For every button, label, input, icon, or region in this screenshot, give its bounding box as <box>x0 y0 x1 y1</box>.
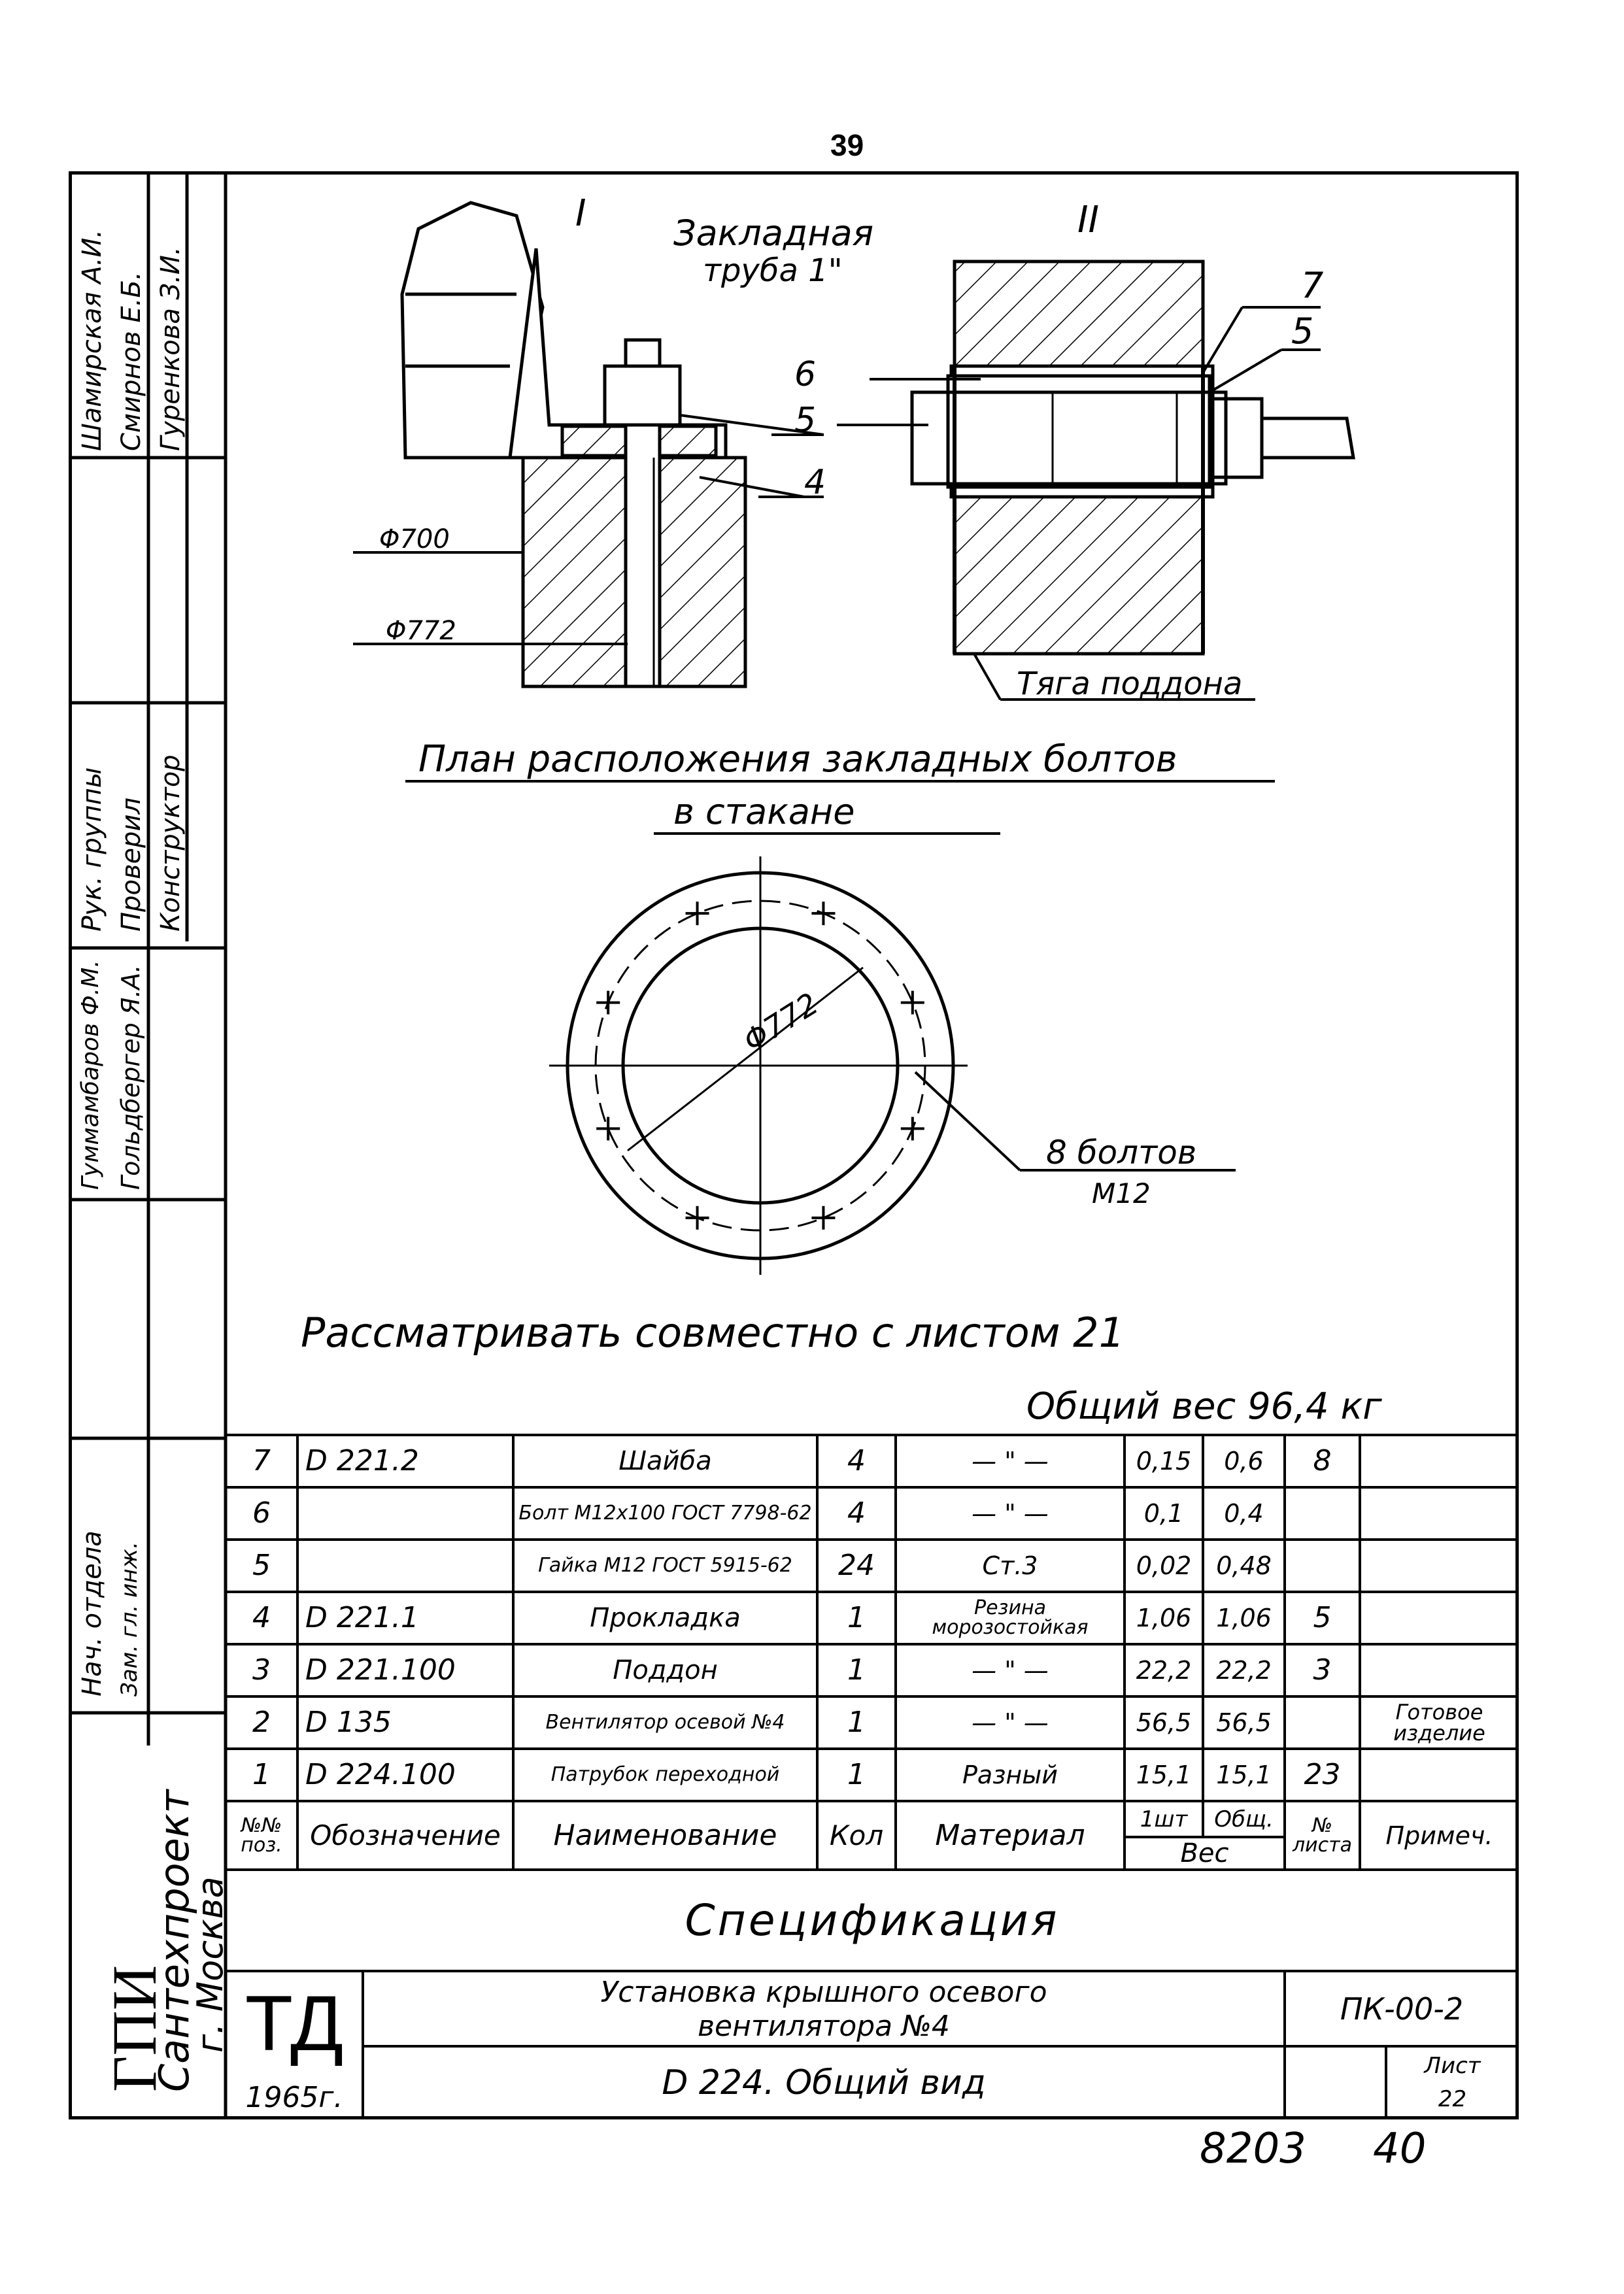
cell-w_unit: 15,1 <box>1136 1761 1192 1789</box>
cell-note: Готовое изделие <box>1393 1700 1485 1746</box>
cell-w_unit: 22,2 <box>1136 1656 1192 1685</box>
header-note: Примеч. <box>1385 1821 1493 1850</box>
role-checked: Проверил <box>116 797 146 932</box>
note-text: Рассматривать совместно с листом 21 <box>301 1309 1125 1357</box>
callout-6: 6 <box>794 355 817 394</box>
role-head-dept: Нач. отдела <box>77 1530 107 1696</box>
cell-name: Прокладка <box>590 1603 741 1633</box>
cell-sheet: 5 <box>1313 1601 1332 1634</box>
cell-material: Ст.3 <box>982 1551 1038 1580</box>
cell-material: Разный <box>962 1761 1058 1789</box>
org-city: г. Москва <box>190 1876 231 2053</box>
cell-w_unit: 56,5 <box>1136 1708 1192 1737</box>
cell-designation <box>297 1540 513 1592</box>
sheet-label: Лист <box>1424 2053 1481 2079</box>
series-code: ТД <box>245 1980 344 2067</box>
cell-pos: 5 <box>252 1549 271 1582</box>
cell-qty: 4 <box>847 1444 866 1477</box>
plan-title-line1: План расположения закладных болтов <box>418 738 1177 781</box>
cell-sheet: 3 <box>1313 1653 1332 1687</box>
cell-name: Вентилятор осевой №4 <box>545 1711 785 1734</box>
role-deputy-engineer: Зам. гл. инж. <box>116 1542 143 1696</box>
cell-sheet <box>1285 1696 1360 1749</box>
plan-title-line2: в стакане <box>673 791 855 832</box>
cell-qty: 1 <box>847 1758 866 1791</box>
cell-designation: D 224.100 <box>305 1758 456 1791</box>
callout-4: 4 <box>804 463 826 502</box>
cell-designation: D 135 <box>305 1706 392 1739</box>
page-number: 39 <box>830 128 864 162</box>
header-material: Материал <box>935 1818 1085 1852</box>
plan-diameter: Φ772 <box>737 985 825 1059</box>
cell-name: Поддон <box>613 1655 718 1685</box>
cell-w_total: 15,1 <box>1216 1761 1272 1789</box>
name-4: Гольдбергер Я.А. <box>116 964 145 1190</box>
tray-rod-label: Тяга поддона <box>1017 666 1243 702</box>
embedded-pipe-line1: Закладная <box>673 212 874 254</box>
detail-2-label: II <box>1077 199 1100 241</box>
header-weight-unit: 1шт <box>1140 1806 1188 1832</box>
cell-name: Патрубок переходной <box>550 1763 780 1786</box>
cell-w_total: 1,06 <box>1216 1604 1272 1632</box>
cell-sheet: 8 <box>1313 1444 1332 1477</box>
cell-qty: 1 <box>847 1653 866 1687</box>
cell-qty: 1 <box>847 1706 866 1739</box>
bolt-plan-circle <box>549 856 1236 1275</box>
dim-inner-diameter: Φ772 <box>386 616 456 646</box>
cell-sheet <box>1285 1540 1360 1592</box>
name-1: Шамирская А.И. <box>77 229 107 451</box>
bolts-size: М12 <box>1092 1177 1151 1209</box>
cell-material: — " — <box>972 1708 1049 1737</box>
cell-pos: 4 <box>252 1601 271 1634</box>
callout-7-detail2: 7 <box>1301 265 1324 306</box>
cell-material: Резина морозостойкая <box>932 1596 1089 1639</box>
spec-caption: Спецификация <box>685 1895 1060 1946</box>
cell-designation: D 221.1 <box>305 1601 419 1634</box>
cell-w_unit: 0,1 <box>1143 1499 1184 1528</box>
project-line2: вентилятора №4 <box>698 2009 950 2043</box>
cell-w_total: 56,5 <box>1216 1708 1272 1737</box>
org-name: Сантехпроект <box>150 1789 198 2092</box>
cell-sheet: 23 <box>1304 1758 1341 1791</box>
role-group-lead: Рук. группы <box>77 767 107 932</box>
name-3: Гуренкова З.И. <box>156 246 186 451</box>
cell-w_total: 0,48 <box>1216 1551 1272 1580</box>
org-short: ГПИ <box>99 1965 169 2092</box>
header-designation: Обозначение <box>310 1819 501 1851</box>
cell-name: Шайба <box>618 1446 712 1476</box>
cell-pos: 2 <box>252 1706 271 1739</box>
cell-designation: D 221.2 <box>305 1444 419 1477</box>
cell-note <box>1360 1540 1519 1592</box>
name-2: Смирнов Е.Б. <box>116 271 146 451</box>
drawing-title: D 224. Общий вид <box>662 2063 986 2102</box>
header-sheet: № листа <box>1292 1813 1353 1857</box>
page-code: 40 <box>1373 2125 1427 2173</box>
cell-w_total: 22,2 <box>1216 1656 1272 1685</box>
cell-sheet <box>1285 1487 1360 1540</box>
cell-name: Болт М12х100 ГОСТ 7798-62 <box>518 1502 812 1525</box>
project-line1: Установка крышного осевого <box>600 1975 1047 2009</box>
cell-material: — " — <box>972 1447 1049 1476</box>
callout-5-detail1: 5 <box>794 401 817 440</box>
role-designer: Конструктор <box>156 754 186 932</box>
cell-pos: 7 <box>252 1444 271 1477</box>
name-5: Гуммамбаров Ф.М. <box>77 960 104 1190</box>
cell-note <box>1360 1435 1519 1487</box>
cell-note <box>1360 1644 1519 1696</box>
cell-material: — " — <box>972 1656 1049 1685</box>
header-weight: Вес <box>1180 1838 1229 1868</box>
callout-5-detail2: 5 <box>1291 311 1314 352</box>
detail-2 <box>837 261 1353 700</box>
cell-name: Гайка М12 ГОСТ 5915-62 <box>538 1554 792 1577</box>
cell-note <box>1360 1487 1519 1540</box>
cell-qty: 1 <box>847 1601 866 1634</box>
detail-1-label: I <box>575 192 586 235</box>
cell-w_unit: 1,06 <box>1136 1604 1192 1632</box>
total-weight: Общий вес 96,4 кг <box>1026 1385 1382 1428</box>
archive-number: 8203 <box>1200 2125 1306 2173</box>
header-weight-total: Общ. <box>1214 1806 1274 1832</box>
cell-w_total: 0,6 <box>1224 1447 1264 1476</box>
year: 1965г. <box>245 2080 343 2114</box>
cell-pos: 1 <box>252 1758 271 1791</box>
cell-qty: 24 <box>838 1549 875 1582</box>
cell-designation: D 221.100 <box>305 1653 456 1687</box>
cell-w_unit: 0,02 <box>1136 1551 1192 1580</box>
drawing-code: ПК-00-2 <box>1340 1991 1464 2027</box>
dim-outer-diameter: Φ700 <box>379 524 450 554</box>
bolts-count: 8 болтов <box>1046 1134 1197 1172</box>
header-pos: №№ поз. <box>241 1813 282 1857</box>
sheet-number: 22 <box>1438 2086 1467 2112</box>
cell-w_unit: 0,15 <box>1136 1447 1192 1476</box>
cell-w_total: 0,4 <box>1224 1499 1264 1528</box>
header-qty: Кол <box>829 1819 884 1851</box>
cell-note <box>1360 1592 1519 1644</box>
cell-pos: 3 <box>252 1653 271 1687</box>
embedded-pipe-line2: труба 1" <box>703 252 843 289</box>
cell-material: — " — <box>972 1499 1049 1528</box>
cell-qty: 4 <box>847 1496 866 1530</box>
cell-pos: 6 <box>252 1496 271 1530</box>
header-name: Наименование <box>553 1818 777 1852</box>
cell-note <box>1360 1749 1519 1801</box>
cell-designation <box>297 1487 513 1540</box>
